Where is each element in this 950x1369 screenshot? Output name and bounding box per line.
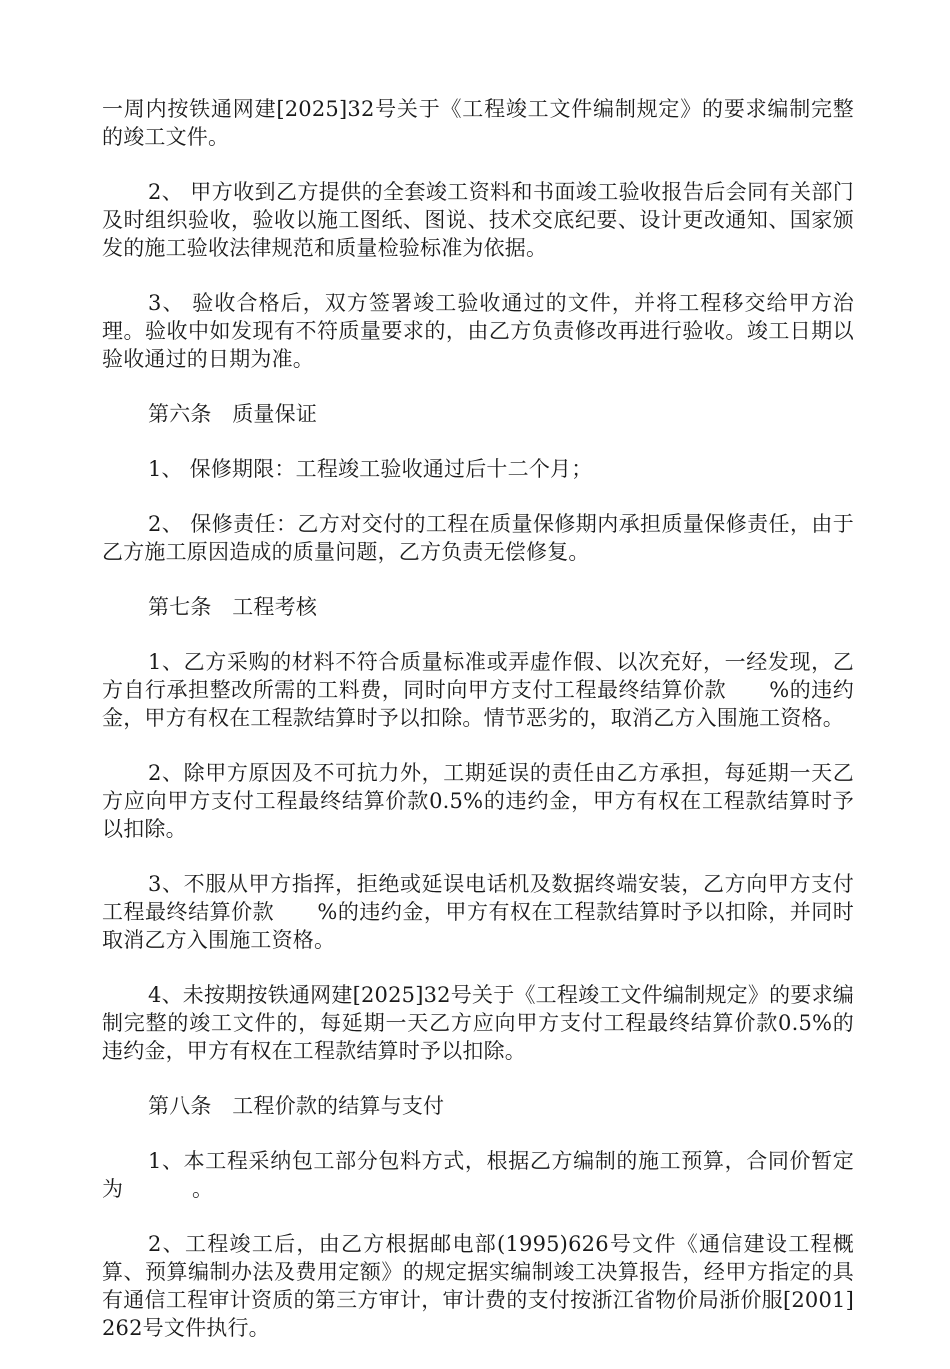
paragraph-clause-7-4: 4、未按期按铁通网建[2025]32号关于《工程竣工文件编制规定》的要求编制完整的竣工文件的，每延期一天乙方应向甲方支付工程最终结算价款0.5%的违约金，甲方有权在工程款结算时予以扣除。 xyxy=(102,983,854,1063)
paragraph-clause-5-3: 3、 验收合格后，双方签署竣工验收通过的文件，并将工程移交给甲方治理。验收中如发现有不符质量要求的，由乙方负责修改再进行验收。竣工日期以验收通过的日期为准。 xyxy=(102,291,854,371)
paragraph-clause-6-2: 2、 保修责任：乙方对交付的工程在质量保修期内承担质量保修责任，由于乙方施工原因造成的质量问题，乙方负责无偿修复。 xyxy=(102,512,854,564)
paragraph-clause-7-2: 2、除甲方原因及不可抗力外，工期延误的责任由乙方承担，每延期一天乙方应向甲方支付工程最终结算价款0.5%的违约金，甲方有权在工程款结算时予以扣除。 xyxy=(102,761,854,841)
document-body xyxy=(102,95,854,1369)
paragraph-clause-6-1: 1、 保修期限：工程竣工验收通过后十二个月； xyxy=(148,457,593,481)
article-8-heading: 第八条 工程价款的结算与支付 xyxy=(148,1094,445,1118)
paragraph-clause-7-3: 3、不服从甲方指挥，拒绝或延误电话机及数据终端安装，乙方向甲方支付工程最终结算价款 %的违约金，甲方有权在工程款结算时予以扣除，并同时取消乙方入围施工资格。 xyxy=(102,872,854,952)
paragraph-clause-5-2: 2、 甲方收到乙方提供的全套竣工资料和书面竣工验收报告后会同有关部门及时组织验收，验收以施工图纸、图说、技术交底纪要、设计更改通知、国家颁发的施工验收法律规范和质量检验标准为依据。 xyxy=(102,180,854,260)
paragraph-continuation: 一周内按铁通网建[2025]32号关于《工程竣工文件编制规定》的要求编制完整的竣工文件。 xyxy=(102,97,854,149)
article-7-heading: 第七条 工程考核 xyxy=(148,595,318,619)
paragraph-clause-8-1: 1、本工程采纳包工部分包料方式，根据乙方编制的施工预算，合同价暂定为 。 xyxy=(102,1149,854,1201)
paragraph-clause-8-2: 2、工程竣工后，由乙方根据邮电部(1995)626号文件《通信建设工程概算、预算编制办法及费用定额》的规定据实编制竣工决算报告，经甲方指定的具有通信工程审计资质的第三方审计，审计费的支付按浙江省物价局浙价服[2001]262号文件执行。 xyxy=(102,1232,854,1340)
article-6-heading: 第六条 质量保证 xyxy=(148,402,318,426)
paragraph-clause-7-1: 1、乙方采购的材料不符合质量标准或弄虚作假、以次充好，一经发现，乙方自行承担整改所需的工料费，同时向甲方支付工程最终结算价款 %的违约金，甲方有权在工程款结算时予以扣除。情节恶劣的，取消乙方入围施工资格。 xyxy=(102,650,854,730)
